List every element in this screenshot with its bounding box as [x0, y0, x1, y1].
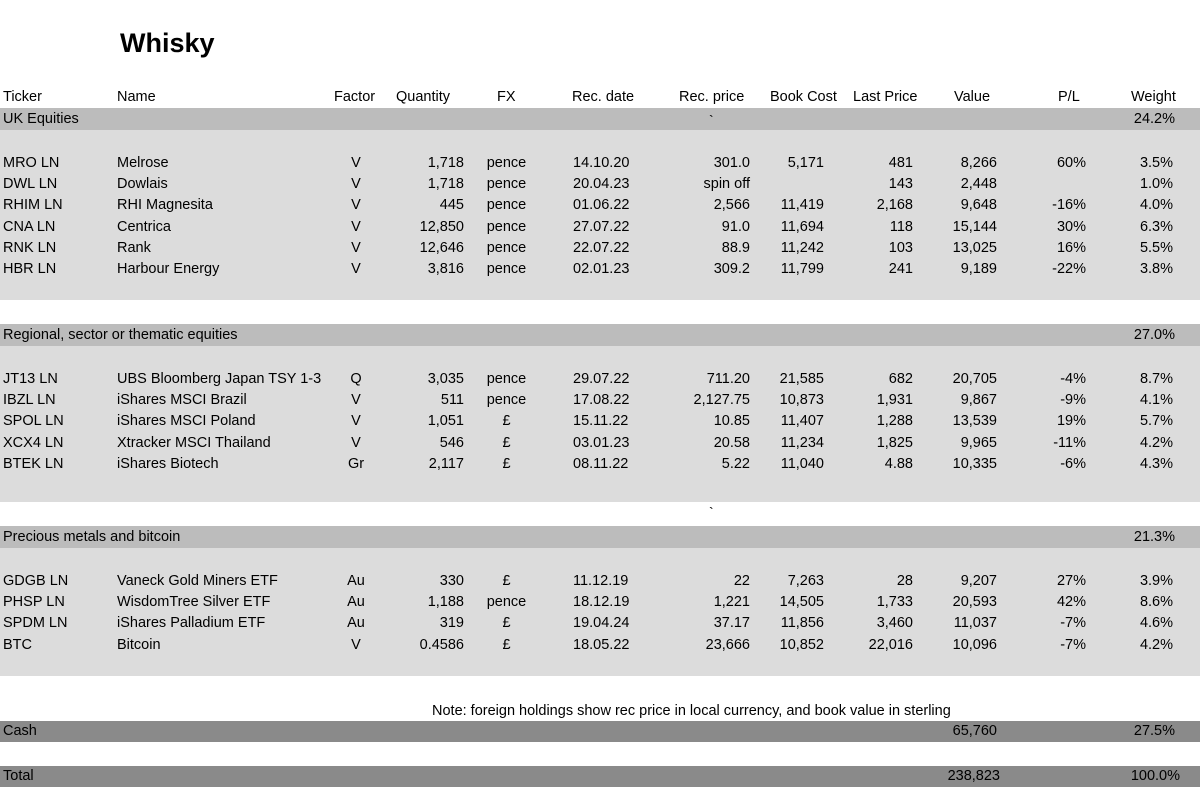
table-row — [0, 571, 1200, 592]
cell-factor: Gr — [347, 455, 365, 472]
cell-name: iShares Palladium ETF — [117, 615, 266, 632]
cell-last-price: 143 — [888, 176, 913, 193]
cell-factor: V — [351, 413, 361, 430]
page-title: Whisky — [120, 28, 215, 58]
header-quantity: Quantity — [396, 89, 450, 105]
cell-name: Bitcoin — [117, 636, 161, 653]
cell-last-price: 1,931 — [876, 392, 913, 409]
section-name: Regional, sector or thematic equities — [3, 327, 238, 343]
table-row — [0, 195, 1200, 216]
cell-rec-price: 711.20 — [706, 371, 750, 387]
cell-value: 10,096 — [952, 636, 997, 653]
table-row — [0, 217, 1200, 238]
cell-name: Vaneck Gold Miners ETF — [117, 573, 278, 589]
total-weight: 100.0% — [1130, 768, 1180, 784]
cell-quantity: 330 — [439, 573, 464, 589]
cell-weight: 8.6% — [1139, 594, 1173, 611]
table-row — [0, 454, 1200, 475]
cell-ticker: BTC — [3, 636, 32, 653]
cell-rec-price: 2,127.75 — [693, 392, 750, 409]
table-row — [0, 433, 1200, 454]
cell-last-price: 4.88 — [884, 455, 913, 472]
cell-value: 9,867 — [960, 392, 997, 409]
cell-pl: 60% — [1056, 155, 1086, 171]
cell-pl: -11% — [1053, 434, 1086, 451]
cell-rec-price: 22 — [733, 573, 750, 589]
total-label: Total — [3, 768, 34, 784]
cell-fx: pence — [486, 594, 527, 611]
cell-name: UBS Bloomberg Japan TSY 1-3 — [117, 371, 322, 387]
header-factor: Factor — [334, 89, 376, 105]
table-row — [0, 613, 1200, 634]
section-header-precious-metals — [0, 527, 1200, 548]
cell-quantity: 319 — [439, 615, 464, 632]
cell-rec-date: 14.10.20 — [573, 155, 630, 171]
cell-pl: -9% — [1060, 392, 1086, 409]
cell-rec-price: 2,566 — [713, 197, 750, 214]
cell-fx: pence — [486, 155, 527, 171]
cell-ticker: RHIM LN — [3, 197, 63, 214]
cell-fx: £ — [502, 615, 511, 632]
cell-factor: V — [351, 239, 361, 256]
cell-name: iShares MSCI Brazil — [117, 392, 247, 409]
stray-tick-mark: ` — [709, 504, 714, 520]
table-row — [0, 259, 1200, 280]
table-row — [0, 635, 1200, 656]
cell-book-cost: 11,242 — [780, 239, 824, 256]
cell-quantity: 546 — [439, 434, 464, 451]
footnote: Note: foreign holdings show rec price in local currency, and book value in sterling — [432, 703, 951, 719]
cell-pl: -7% — [1060, 615, 1086, 632]
cell-weight: 1.0% — [1139, 176, 1173, 193]
cell-rec-price: 91.0 — [721, 218, 750, 235]
total-value: 238,823 — [947, 768, 1000, 784]
cell-rec-price: 20.58 — [713, 434, 750, 451]
cell-factor: V — [351, 218, 361, 235]
cell-fx: pence — [486, 176, 527, 193]
cell-book-cost: 11,040 — [780, 455, 824, 472]
cell-pl: 27% — [1056, 573, 1086, 589]
cell-fx: £ — [502, 455, 511, 472]
cell-rec-date: 18.05.22 — [573, 636, 630, 653]
cell-value: 15,144 — [952, 218, 997, 235]
cell-rec-date: 15.11.22 — [573, 413, 629, 430]
cell-weight: 4.2% — [1139, 636, 1173, 653]
cell-ticker: GDGB LN — [3, 573, 69, 589]
cell-ticker: BTEK LN — [3, 455, 64, 472]
table-row — [0, 369, 1200, 390]
cell-value: 10,335 — [952, 455, 997, 472]
header-name: Name — [117, 89, 156, 105]
cell-book-cost: 10,852 — [779, 636, 824, 653]
cell-rec-date: 19.04.24 — [573, 615, 630, 632]
cell-rec-date: 18.12.19 — [573, 594, 630, 611]
cell-last-price: 481 — [888, 155, 913, 171]
cell-pl: 16% — [1056, 239, 1086, 256]
cell-last-price: 103 — [888, 239, 913, 256]
column-header-row — [0, 87, 1200, 108]
cell-rec-date: 11.12.19 — [573, 573, 629, 589]
cell-value: 9,965 — [960, 434, 997, 451]
cell-weight: 5.5% — [1139, 239, 1173, 256]
cell-quantity: 1,188 — [427, 594, 464, 611]
cell-name: Melrose — [117, 155, 169, 171]
cell-ticker: IBZL LN — [3, 392, 56, 409]
cell-rec-date: 20.04.23 — [573, 176, 630, 193]
cell-book-cost: 11,694 — [780, 218, 824, 235]
cell-name: Harbour Energy — [117, 261, 220, 277]
cell-fx: £ — [502, 413, 511, 430]
cell-pl: 19% — [1056, 413, 1086, 430]
cell-rec-price: 37.17 — [713, 615, 750, 632]
cell-book-cost: 14,505 — [779, 594, 824, 611]
cell-pl: -22% — [1052, 261, 1086, 277]
cell-fx: pence — [486, 218, 527, 235]
cell-factor: V — [351, 636, 361, 653]
cell-weight: 4.2% — [1139, 434, 1173, 451]
cell-factor: V — [351, 155, 361, 171]
cell-value: 8,266 — [960, 155, 997, 171]
header-book-cost: Book Cost — [770, 89, 837, 105]
cell-rec-date: 17.08.22 — [573, 392, 630, 409]
cell-quantity: 0.4586 — [419, 636, 464, 653]
section-weight: 24.2% — [1133, 111, 1175, 127]
cell-rec-date: 29.07.22 — [573, 371, 630, 387]
cell-rec-price: 301.0 — [713, 155, 750, 171]
cell-weight: 4.6% — [1139, 615, 1173, 632]
cell-fx: £ — [502, 636, 511, 653]
cell-ticker: SPOL LN — [3, 413, 64, 430]
cell-last-price: 22,016 — [868, 636, 913, 653]
cell-name: RHI Magnesita — [117, 197, 213, 214]
cell-book-cost: 11,419 — [780, 197, 824, 214]
cell-weight: 3.8% — [1139, 261, 1173, 277]
cell-rec-date: 02.01.23 — [573, 261, 630, 277]
header-ticker: Ticker — [3, 89, 42, 105]
cell-rec-date: 27.07.22 — [573, 218, 630, 235]
cell-value: 13,539 — [952, 413, 997, 430]
header-fx: FX — [497, 89, 516, 105]
cell-factor: Au — [347, 594, 365, 611]
cell-last-price: 2,168 — [876, 197, 913, 214]
cell-last-price: 118 — [889, 218, 913, 235]
cell-factor: V — [351, 434, 361, 451]
cell-book-cost: 10,873 — [779, 392, 824, 409]
cell-rec-price: 309.2 — [713, 261, 750, 277]
cell-weight: 3.9% — [1139, 573, 1173, 589]
cell-quantity: 1,718 — [427, 176, 464, 193]
header-last-price: Last Price — [853, 89, 918, 105]
table-row — [0, 411, 1200, 432]
cell-value: 9,648 — [960, 197, 997, 214]
cell-rec-date: 22.07.22 — [573, 239, 630, 256]
cell-book-cost: 21,585 — [779, 371, 824, 387]
cell-name: Xtracker MSCI Thailand — [117, 434, 271, 451]
cell-rec-price: 5.22 — [721, 455, 750, 472]
cell-value: 9,207 — [960, 573, 997, 589]
section-name: Precious metals and bitcoin — [3, 529, 181, 545]
total-row — [0, 766, 1200, 787]
cell-name: iShares MSCI Poland — [117, 413, 256, 430]
cell-fx: pence — [486, 261, 527, 277]
header-rec-date: Rec. date — [572, 89, 635, 105]
cell-name: Rank — [117, 239, 151, 256]
cell-fx: pence — [486, 392, 527, 409]
cell-fx: pence — [486, 371, 527, 387]
cell-ticker: XCX4 LN — [3, 434, 64, 451]
cell-book-cost: 5,171 — [787, 155, 824, 171]
cell-quantity: 12,646 — [419, 239, 464, 256]
cell-last-price: 241 — [888, 261, 913, 277]
cash-value: 65,760 — [952, 723, 997, 739]
cell-book-cost: 11,234 — [780, 434, 824, 451]
stray-tick-mark: ` — [709, 112, 714, 128]
cell-quantity: 511 — [440, 392, 464, 409]
cash-row — [0, 721, 1200, 742]
cell-last-price: 1,288 — [876, 413, 913, 430]
cell-pl: -4% — [1060, 371, 1086, 387]
cell-value: 20,593 — [952, 594, 997, 611]
cell-name: iShares Biotech — [117, 455, 219, 472]
cell-ticker: DWL LN — [3, 176, 58, 193]
table-row — [0, 174, 1200, 195]
cell-factor: Q — [350, 371, 362, 387]
cell-value: 20,705 — [952, 371, 997, 387]
cell-quantity: 2,117 — [428, 455, 464, 472]
table-row — [0, 153, 1200, 174]
cell-pl: 42% — [1056, 594, 1086, 611]
section-weight: 27.0% — [1133, 327, 1175, 343]
cell-book-cost: 11,856 — [780, 615, 824, 632]
cell-last-price: 1,733 — [876, 594, 913, 611]
cell-ticker: CNA LN — [3, 218, 56, 235]
cell-last-price: 682 — [888, 371, 913, 387]
cell-ticker: HBR LN — [3, 261, 57, 277]
cell-rec-date: 03.01.23 — [573, 434, 630, 451]
cell-rec-date: 01.06.22 — [573, 197, 630, 214]
cell-pl: -16% — [1052, 197, 1086, 214]
cell-last-price: 3,460 — [876, 615, 913, 632]
cell-fx: £ — [502, 434, 511, 451]
cash-label: Cash — [3, 723, 37, 739]
cell-rec-price: 10.85 — [713, 413, 750, 430]
header-rec-price: Rec. price — [679, 89, 745, 105]
cell-pl: -7% — [1060, 636, 1086, 653]
cell-factor: V — [351, 392, 361, 409]
cell-weight: 6.3% — [1139, 218, 1173, 235]
section-header-uk-equities — [0, 109, 1200, 130]
cell-fx: pence — [486, 239, 527, 256]
cell-factor: V — [351, 261, 361, 277]
cell-weight: 4.1% — [1139, 392, 1173, 409]
cell-quantity: 3,035 — [427, 371, 464, 387]
cell-ticker: RNK LN — [3, 239, 57, 256]
cell-rec-date: 08.11.22 — [573, 455, 629, 472]
section-header-regional — [0, 325, 1200, 346]
cell-factor: V — [351, 176, 361, 193]
header-pl: P/L — [1058, 89, 1080, 105]
cell-book-cost: 11,407 — [780, 413, 824, 430]
table-row — [0, 238, 1200, 259]
section-name: UK Equities — [3, 111, 79, 127]
cell-last-price: 1,825 — [876, 434, 913, 451]
section-weight: 21.3% — [1133, 529, 1175, 545]
cell-ticker: JT13 LN — [3, 371, 58, 387]
cell-book-cost: 7,263 — [787, 573, 824, 589]
cell-quantity: 445 — [439, 197, 464, 214]
cell-fx: pence — [486, 197, 527, 214]
cell-rec-price: spin off — [703, 176, 750, 193]
cell-factor: Au — [347, 573, 365, 589]
header-value: Value — [954, 89, 991, 105]
cell-weight: 4.0% — [1139, 197, 1173, 214]
cell-name: WisdomTree Silver ETF — [117, 594, 271, 611]
cell-quantity: 1,718 — [427, 155, 464, 171]
cell-quantity: 12,850 — [419, 218, 464, 235]
table-row — [0, 592, 1200, 613]
cell-value: 9,189 — [960, 261, 997, 277]
cash-weight: 27.5% — [1133, 723, 1175, 739]
cell-weight: 4.3% — [1139, 455, 1173, 472]
cell-value: 11,037 — [953, 615, 997, 632]
cell-weight: 3.5% — [1139, 155, 1173, 171]
cell-weight: 5.7% — [1139, 413, 1173, 430]
header-weight: Weight — [1131, 89, 1176, 105]
cell-rec-price: 1,221 — [713, 594, 750, 611]
cell-value: 13,025 — [952, 239, 997, 256]
cell-name: Centrica — [117, 218, 171, 235]
cell-ticker: SPDM LN — [3, 615, 68, 632]
cell-ticker: MRO LN — [3, 155, 60, 171]
cell-quantity: 1,051 — [427, 413, 464, 430]
cell-ticker: PHSP LN — [3, 594, 65, 611]
cell-book-cost: 11,799 — [780, 261, 824, 277]
cell-rec-price: 88.9 — [721, 239, 750, 256]
cell-factor: V — [351, 197, 361, 214]
cell-fx: £ — [502, 573, 511, 589]
cell-value: 2,448 — [960, 176, 997, 193]
cell-pl: 30% — [1056, 218, 1086, 235]
cell-factor: Au — [347, 615, 365, 632]
table-row — [0, 390, 1200, 411]
cell-rec-price: 23,666 — [705, 636, 750, 653]
cell-last-price: 28 — [896, 573, 913, 589]
cell-quantity: 3,816 — [427, 261, 464, 277]
cell-weight: 8.7% — [1139, 371, 1173, 387]
cell-name: Dowlais — [117, 176, 168, 193]
cell-pl: -6% — [1060, 455, 1086, 472]
